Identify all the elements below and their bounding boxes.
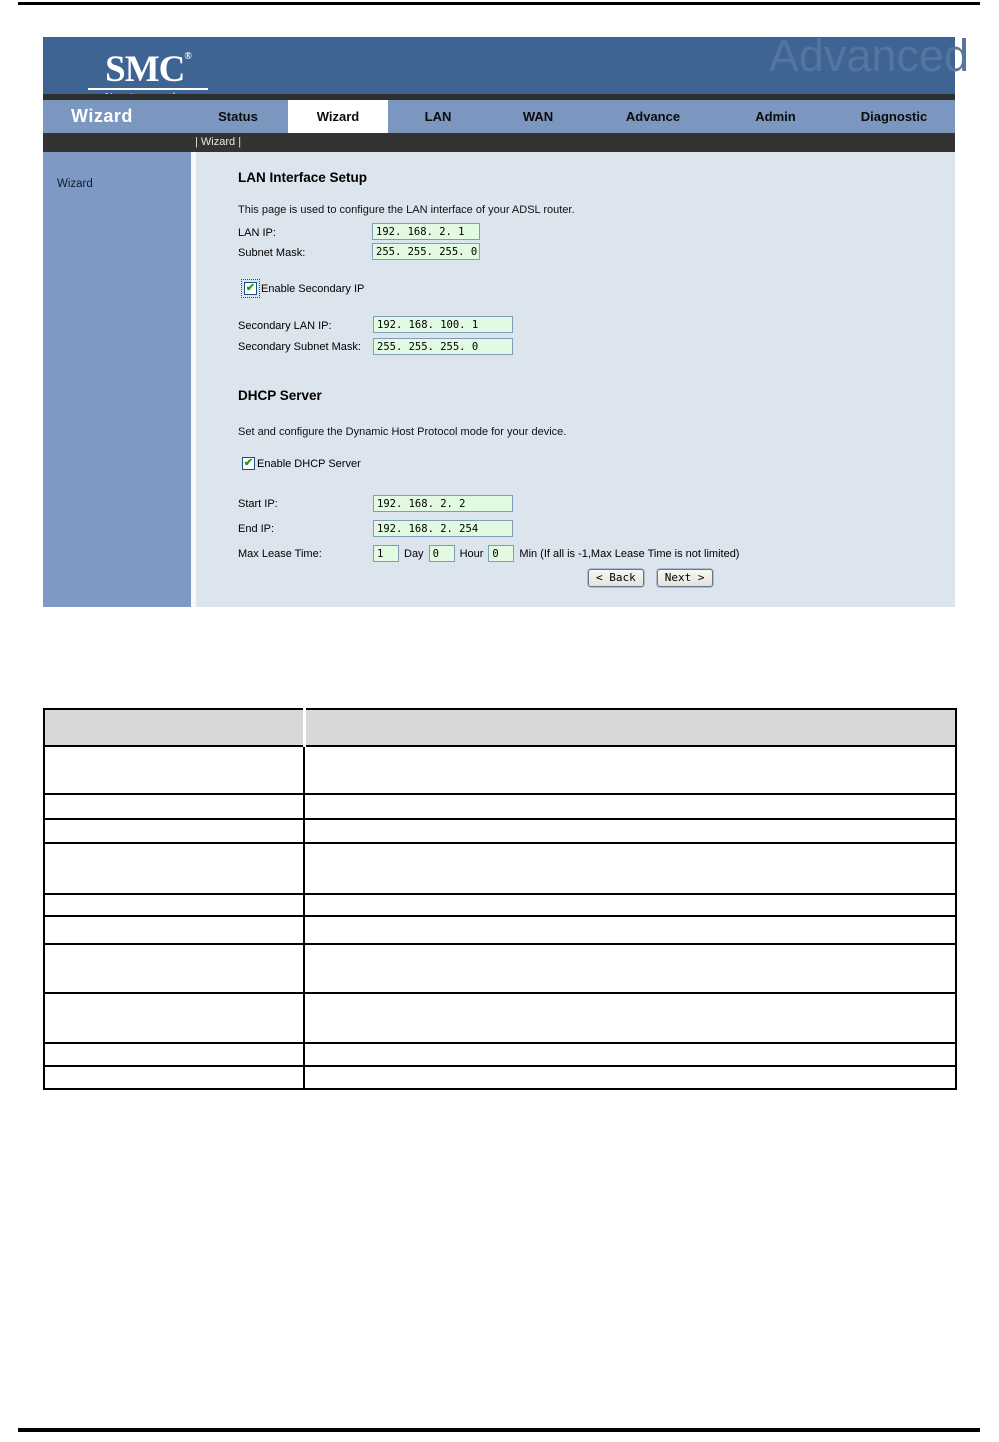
table-cell [44, 993, 304, 1043]
enable-secondary-ip-checkbox[interactable] [244, 282, 257, 295]
lan-ip-label: LAN IP: [238, 227, 276, 239]
table-header-cell [304, 709, 956, 746]
table-cell [304, 916, 956, 944]
table-row [44, 819, 956, 843]
lease-note: Min (If all is -1,Max Lease Time is not limited) [519, 547, 740, 560]
content-row [43, 152, 955, 607]
table-cell [304, 819, 956, 843]
nav-bar [43, 100, 955, 133]
table-cell [44, 819, 304, 843]
enable-dhcp-checkbox[interactable] [242, 457, 255, 470]
main-panel [196, 152, 955, 607]
end-ip-input[interactable] [373, 520, 513, 537]
table-row [44, 916, 956, 944]
tab-admin[interactable]: Admin [755, 109, 796, 124]
brand-name: SMC [105, 49, 185, 90]
table-cell [44, 894, 304, 916]
secondary-lan-ip-input[interactable] [373, 316, 513, 333]
tab-status[interactable]: Status [218, 109, 258, 124]
dhcp-section-title: DHCP Server [238, 388, 322, 403]
enable-secondary-ip-row [242, 280, 364, 297]
lease-min-input[interactable] [488, 545, 514, 562]
table-row [44, 1043, 956, 1066]
dhcp-section-description: Set and configure the Dynamic Host Protocol mode for your device. [238, 426, 567, 438]
enable-dhcp-row [242, 457, 361, 470]
subnet-mask-label: Subnet Mask: [238, 247, 306, 259]
advanced-watermark: Advanced [768, 30, 969, 81]
table-row [44, 843, 956, 894]
tab-advance[interactable]: Advance [625, 109, 681, 124]
start-ip-input[interactable] [373, 495, 513, 512]
max-lease-time-label: Max Lease Time: [238, 548, 322, 560]
lan-section-description: This page is used to configure the LAN interface of your ADSL router. [238, 204, 575, 216]
table-cell [44, 1066, 304, 1089]
checkbox-check-icon: ✔ [245, 282, 256, 294]
table-cell [304, 1043, 956, 1066]
wizard-buttons [588, 569, 713, 587]
lan-section-title: LAN Interface Setup [238, 170, 368, 185]
page-title: Wizard [71, 106, 133, 126]
max-lease-time-row [373, 545, 739, 562]
start-ip-label: Start IP: [238, 498, 278, 510]
table-header-cell [44, 709, 304, 746]
table-cell [44, 843, 304, 894]
enable-secondary-ip-label: Enable Secondary IP [261, 282, 365, 295]
tab-lan[interactable]: LAN [424, 109, 452, 124]
sidebar-item-wizard[interactable]: Wizard [57, 178, 93, 190]
sidebar [43, 152, 191, 607]
table-row [44, 993, 956, 1043]
back-button[interactable]: < Back [588, 569, 644, 587]
lease-day-unit: Day [404, 547, 424, 560]
subnet-mask-input[interactable] [372, 243, 480, 260]
table-cell [44, 944, 304, 993]
table-row [44, 794, 956, 819]
next-button[interactable]: Next > [657, 569, 713, 587]
breadcrumb: | Wizard | [43, 133, 955, 152]
lease-day-input[interactable] [373, 545, 399, 562]
table-cell [304, 1066, 956, 1089]
tab-diagnostic[interactable]: Diagnostic [860, 109, 928, 124]
page-bottom-rule [18, 1428, 980, 1432]
registered-mark-icon: ® [184, 51, 191, 62]
lan-ip-input[interactable] [372, 223, 480, 240]
table-row [44, 894, 956, 916]
table-cell [304, 843, 956, 894]
tab-wan[interactable]: WAN [522, 109, 554, 124]
table-cell [44, 1043, 304, 1066]
smc-logo-text [88, 38, 208, 88]
table-cell [304, 794, 956, 819]
router-ui-screenshot [43, 30, 969, 607]
description-table [43, 708, 957, 1090]
secondary-lan-ip-label: Secondary LAN IP: [238, 320, 332, 332]
checkbox-check-icon: ✔ [243, 457, 254, 469]
table-cell [304, 894, 956, 916]
table-cell [304, 746, 956, 794]
tab-wizard[interactable]: Wizard [288, 100, 388, 133]
table-cell [44, 794, 304, 819]
table-cell [44, 916, 304, 944]
secondary-subnet-mask-input[interactable] [373, 338, 513, 355]
page-top-rule [18, 2, 980, 5]
enable-dhcp-label: Enable DHCP Server [257, 457, 361, 470]
brand-header [43, 30, 969, 94]
table-row [44, 944, 956, 993]
table-header-row [44, 709, 956, 746]
table-cell [304, 944, 956, 993]
table-row [44, 1066, 956, 1089]
lease-hour-input[interactable] [429, 545, 455, 562]
table-cell [44, 746, 304, 794]
table-row [44, 746, 956, 794]
end-ip-label: End IP: [238, 523, 275, 535]
secondary-subnet-mask-label: Secondary Subnet Mask: [238, 341, 361, 353]
table-cell [304, 993, 956, 1043]
lease-hour-unit: Hour [459, 547, 484, 560]
